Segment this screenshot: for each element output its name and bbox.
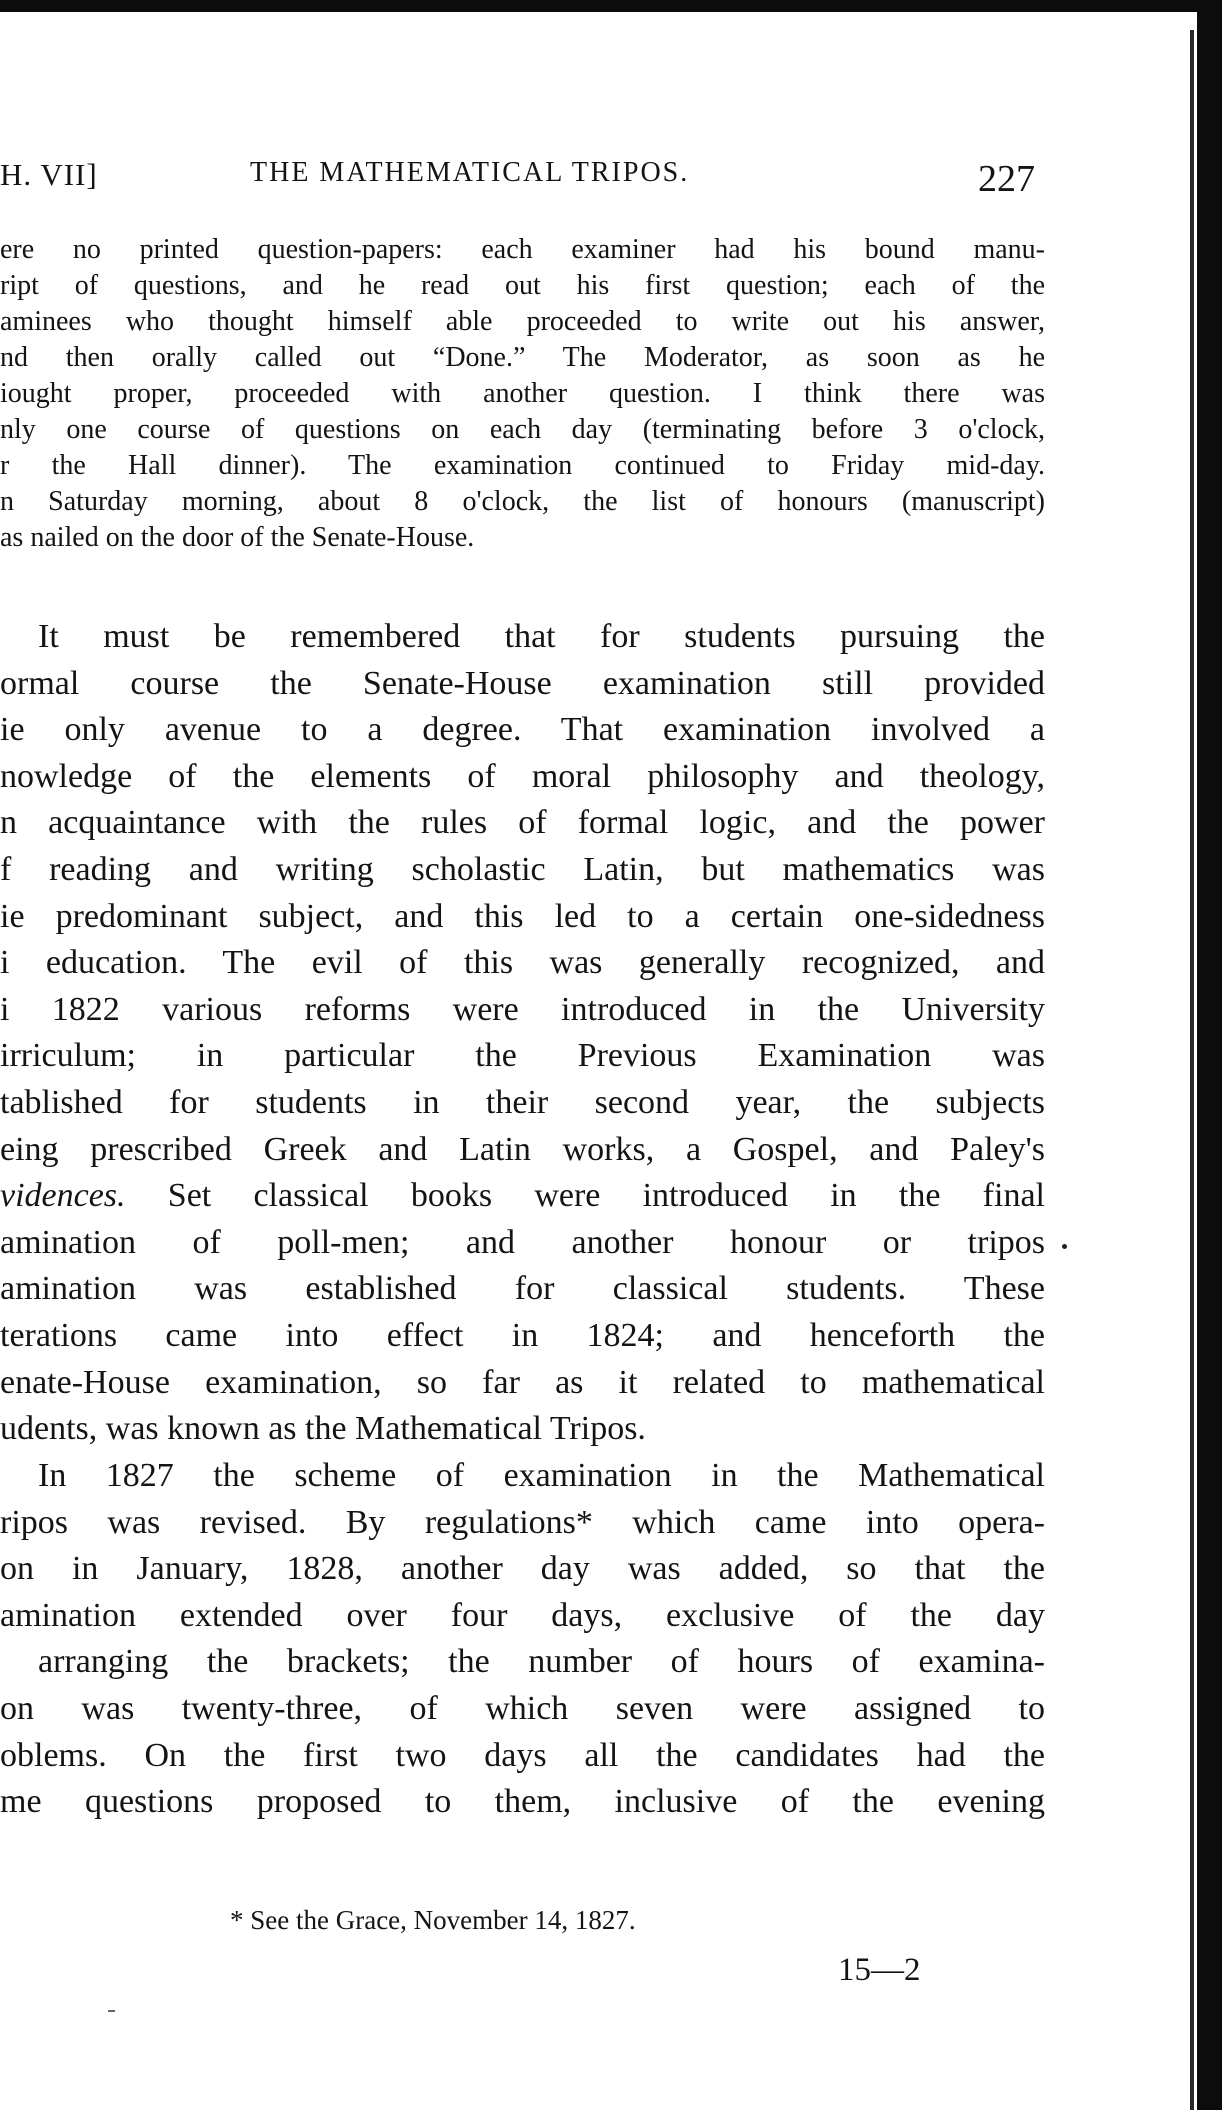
quote-line: aminees who thought himself able proceeded to write out his answer, [0, 306, 1045, 337]
running-header [0, 157, 1045, 205]
body-line: ormal course the Senate-House examination still provided [0, 664, 1045, 702]
body-line: oblems. On the first two days all the candidates had the [0, 1736, 1045, 1774]
quote-line: nd then orally called out “Done.” The Moderator, as soon as he [0, 342, 1045, 373]
footnote: * See the Grace, November 14, 1827. [230, 1905, 636, 1935]
book-page [0, 12, 1190, 2110]
body-line: tablished for students in their second year, the subjects [0, 1084, 1045, 1121]
quote-line: ere no printed question-papers: each examiner had his bound manu- [0, 234, 1045, 265]
body-line: i education. The evil of this was generally recognized, and [0, 944, 1045, 982]
body-line: ie predominant subject, and this led to a certain one-sidedness [0, 897, 1045, 935]
body-line: amination was established for classical students. These [0, 1270, 1045, 1308]
margin-speck [108, 2010, 115, 2012]
body-line: n acquaintance with the rules of formal logic, and the power [0, 804, 1045, 842]
body-line: In 1827 the scheme of examination in the Mathematical [38, 1457, 1045, 1494]
quote-line: iought proper, proceeded with another question. I think there was [0, 378, 1045, 409]
body-line: eing prescribed Greek and Latin works, a Gospel, and Paley's [0, 1130, 1045, 1168]
body-line: on was twenty-three, of which seven were assigned to [0, 1690, 1045, 1727]
page-number: 227 [978, 158, 1035, 200]
body-line: f reading and writing scholastic Latin, but mathematics was [0, 851, 1045, 888]
body-line: nowledge of the elements of moral philosophy and theology, [0, 757, 1045, 795]
body-line: on in January, 1828, another day was added, so that the [0, 1550, 1045, 1588]
evidences-rest: Set classical books were introduced in the final [125, 1177, 1045, 1215]
body-line: udents, was known as the Mathematical Tripos. [0, 1410, 646, 1448]
body-line: amination of poll-men; and another honour or tripos [0, 1223, 1045, 1261]
body-line-evidences [0, 1177, 1045, 1223]
evidences-italic: vidences. [0, 1177, 126, 1215]
quote-line: r the Hall dinner). The examination continued to Friday mid-day. [0, 450, 1045, 481]
margin-speck [1062, 1244, 1067, 1249]
body-line: ie only avenue to a degree. That examination involved a [0, 711, 1045, 749]
scan-right-border [1197, 0, 1222, 2110]
body-line: ripos was revised. By regulations* which came into opera- [0, 1503, 1045, 1541]
quote-line: as nailed on the door of the Senate-House. [0, 522, 475, 553]
quote-line: ript of questions, and he read out his first question; each of the [0, 270, 1045, 301]
quote-line: n Saturday morning, about 8 o'clock, the list of honours (manuscript) [0, 486, 1045, 517]
running-title: THE MATHEMATICAL TRIPOS. [250, 157, 690, 188]
body-line: enate-House examination, so far as it related to mathematical [0, 1363, 1045, 1401]
body-line: i 1822 various reforms were introduced in the University [0, 990, 1045, 1028]
body-line: It must be remembered that for students pursuing the [38, 618, 1045, 655]
body-line: me questions proposed to them, inclusive of the evening [0, 1783, 1045, 1821]
signature-mark: 15—2 [838, 1952, 921, 1988]
quote-line: nly one course of questions on each day (terminating before 3 o'clock, [0, 414, 1045, 445]
chapter-marker: H. VII] [0, 157, 98, 192]
body-line: irriculum; in particular the Previous Examination was [0, 1037, 1045, 1075]
body-line: terations came into effect in 1824; and henceforth the [0, 1317, 1045, 1354]
scan-top-border [0, 0, 1222, 12]
scan-right-shadow [1190, 30, 1194, 2110]
body-line: amination extended over four days, exclusive of the day [0, 1596, 1045, 1634]
body-line: arranging the brackets; the number of hours of examina- [38, 1643, 1045, 1681]
